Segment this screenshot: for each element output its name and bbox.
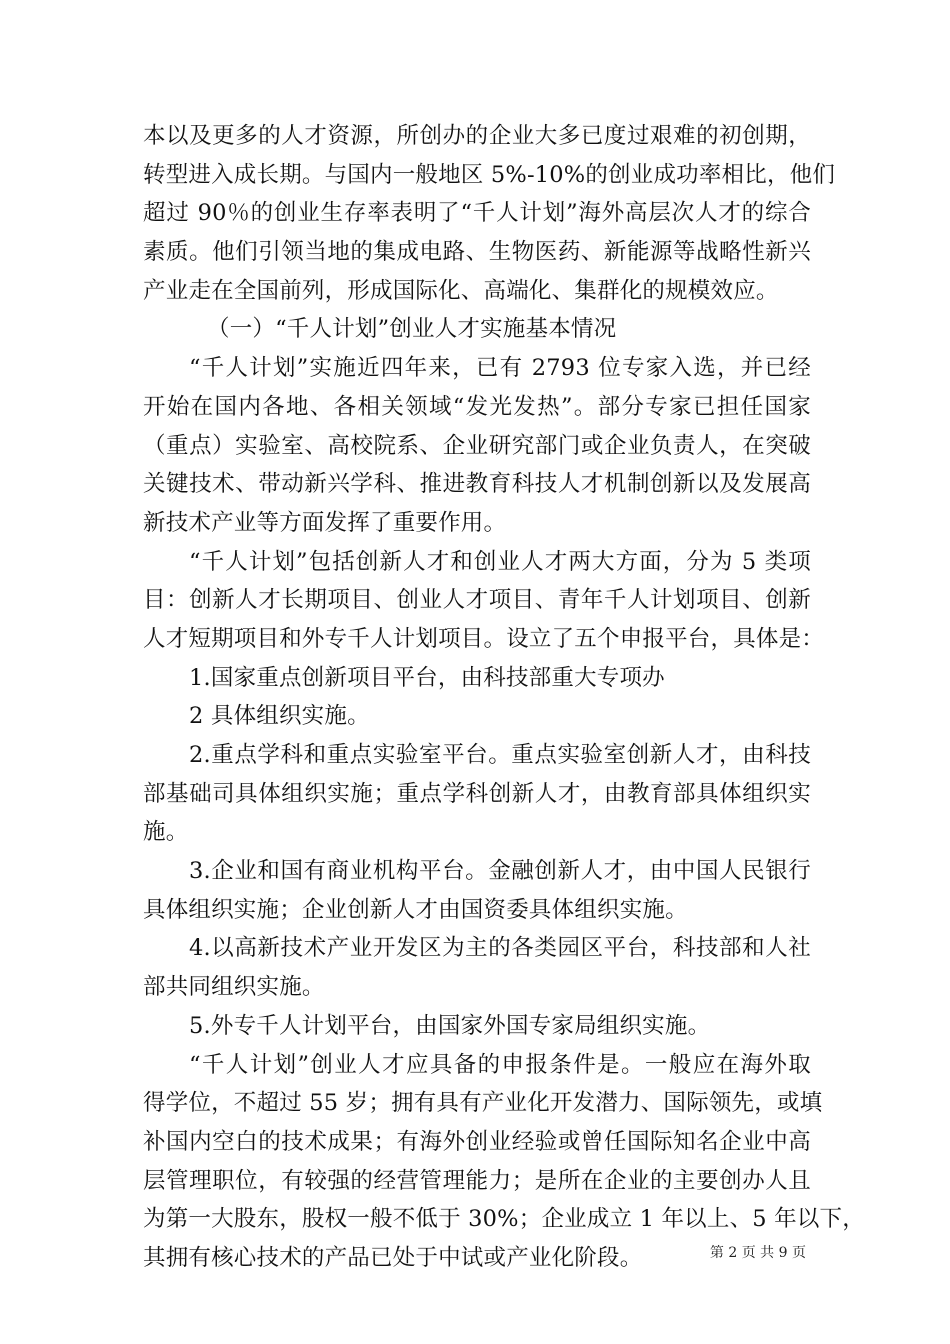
text-line: 超过 90％的创业生存率表明了“千人计划”海外高层次人才的综合	[143, 200, 811, 227]
text-line: 素质。他们引领当地的集成电路、生物医药、新能源等战略性新兴	[143, 239, 811, 266]
list-item: 4.以高新技术产业开发区为主的各类园区平台，科技部和人社	[189, 935, 811, 962]
page-number: 第 2 页 共 9 页	[709, 1245, 806, 1261]
text-line: 具体组织实施；企业创新人才由国资委具体组织实施。	[143, 896, 688, 923]
document-body	[143, 117, 865, 1278]
list-item: 2.重点学科和重点实验室平台。重点实验室创新人才，由科技	[189, 742, 811, 768]
text-line: 转型进入成长期。与国内一般地区 5%-10%的创业成功率相比，他们	[143, 161, 836, 188]
text-line: 目：创新人才长期项目、创业人才项目、青年千人计划项目、创新	[143, 587, 811, 614]
text-line: 施。	[143, 819, 189, 846]
list-item: 3.企业和国有商业机构平台。金融创新人才，由中国人民银行	[189, 858, 811, 885]
list-item: 1.国家重点创新项目平台，由科技部重大专项办	[189, 664, 665, 691]
text-line: 产业走在全国前列，形成国际化、高端化、集群化的规模效应。	[143, 277, 779, 304]
text-line: 补国内空白的技术成果；有海外创业经验或曾任国际知名企业中高	[143, 1128, 811, 1155]
text-line: （重点）实验室、高校院系、企业研究部门或企业负责人，在突破	[143, 432, 811, 459]
text-line: 得学位，不超过 55 岁；拥有具有产业化开发潜力、国际领先，或填	[143, 1090, 823, 1117]
text-line: “千人计划”包括创新人才和创业人才两大方面，分为 5 类项	[189, 548, 811, 575]
section-heading: （一）“千人计划”创业人才实施基本情况	[207, 316, 617, 343]
text-line: 其拥有核心技术的产品已处于中试或产业化阶段。	[143, 1244, 643, 1271]
text-line: 为第一大股东，股权一般不低于 30%；企业成立 1 年以上、5 年以下，	[143, 1206, 865, 1233]
text-line: “千人计划”创业人才应具备的申报条件是。一般应在海外取	[189, 1051, 811, 1078]
text-line: 本以及更多的人才资源，所创办的企业大多已度过艰难的初创期，	[143, 123, 811, 149]
text-line: 部基础司具体组织实施；重点学科创新人才，由教育部具体组织实	[143, 780, 811, 807]
text-line: 开始在国内各地、各相关领域“发光发热”。部分专家已担任国家	[143, 393, 811, 420]
text-line: 层管理职位，有较强的经营管理能力；是所在企业的主要创办人且	[143, 1167, 811, 1194]
text-line: 人才短期项目和外专千人计划项目。设立了五个申报平台，具体是：	[143, 625, 825, 652]
text-line: 新技术产业等方面发挥了重要作用。	[143, 509, 507, 536]
text-line: 关键技术、带动新兴学科、推进教育科技人才机制创新以及发展高	[143, 471, 811, 498]
text-line: “千人计划”实施近四年来，已有 2793 位专家入选，并已经	[189, 355, 811, 382]
text-line: 2 具体组织实施。	[189, 703, 370, 730]
text-line: 部共同组织实施。	[143, 974, 325, 1001]
list-item: 5.外专千人计划平台，由国家外国专家局组织实施。	[189, 1012, 711, 1039]
